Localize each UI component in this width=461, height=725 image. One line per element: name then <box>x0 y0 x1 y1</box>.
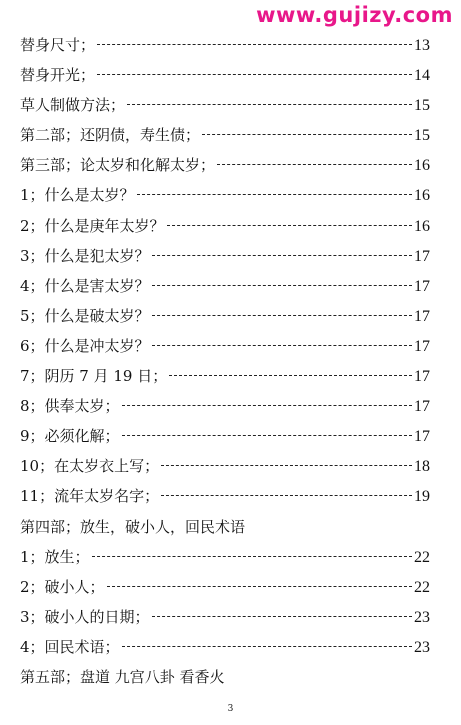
toc-entry-page: 16 <box>414 157 430 175</box>
toc-entry <box>20 120 430 150</box>
toc-entry-page: 15 <box>414 127 430 145</box>
toc-entry <box>20 542 430 572</box>
toc-entry-title: 第五部；盘道 九宫八卦 看香火 <box>20 667 225 686</box>
toc-entry-title: 1；放生； <box>20 547 90 566</box>
toc-entry-title: 草人制做方法； <box>20 96 126 115</box>
toc-entry <box>20 572 430 602</box>
table-of-contents <box>20 30 430 692</box>
toc-entry-page: 17 <box>414 307 430 325</box>
toc-entry <box>20 30 430 60</box>
toc-entry-title: 1；什么是太岁？ <box>20 186 135 205</box>
toc-entry <box>20 60 430 90</box>
site-watermark: www.gujizy.com <box>256 3 453 27</box>
toc-entry-title: 2；什么是庚年太岁？ <box>20 216 165 235</box>
toc-entry-title: 7；阴历 7 月 19 日； <box>20 367 168 386</box>
toc-entry-page: 15 <box>414 97 430 115</box>
dotted-leader <box>137 194 412 195</box>
toc-entry <box>20 662 430 692</box>
toc-entry-page: 23 <box>414 638 430 656</box>
toc-entry <box>20 180 430 210</box>
toc-entry-page: 17 <box>414 428 430 446</box>
dotted-leader <box>152 315 412 316</box>
dotted-leader <box>152 255 412 256</box>
toc-entry <box>20 271 430 301</box>
toc-entry-title: 3；破小人的日期； <box>20 607 150 626</box>
toc-entry-page: 17 <box>414 337 430 355</box>
toc-entry-page: 16 <box>414 217 430 235</box>
toc-entry-title: 3；什么是犯太岁？ <box>20 246 150 265</box>
dotted-leader <box>127 104 412 105</box>
toc-entry-page: 23 <box>414 608 430 626</box>
toc-entry <box>20 211 430 241</box>
toc-entry-title: 第四部；放生，破小人，回民术语 <box>20 517 246 536</box>
toc-entry-page: 17 <box>414 398 430 416</box>
toc-entry-title: 5；什么是破太岁？ <box>20 306 150 325</box>
toc-entry-title: 6；什么是冲太岁？ <box>20 336 150 355</box>
dotted-leader <box>161 465 412 466</box>
toc-entry-page: 14 <box>414 67 430 85</box>
dotted-leader <box>97 44 412 45</box>
dotted-leader <box>122 405 412 406</box>
dotted-leader <box>92 556 412 557</box>
toc-entry-page: 19 <box>414 488 430 506</box>
toc-entry-title: 替身开光； <box>20 66 96 85</box>
toc-entry <box>20 391 430 421</box>
toc-entry-page: 17 <box>414 368 430 386</box>
toc-entry-page: 22 <box>414 578 430 596</box>
dotted-leader <box>122 435 412 436</box>
toc-entry-title: 2；破小人； <box>20 577 105 596</box>
dotted-leader <box>167 225 412 226</box>
toc-entry <box>20 301 430 331</box>
dotted-leader <box>152 345 412 346</box>
toc-entry <box>20 451 430 481</box>
dotted-leader <box>122 646 412 647</box>
toc-entry <box>20 512 430 542</box>
dotted-leader <box>152 285 412 286</box>
toc-entry <box>20 150 430 180</box>
toc-entry-title: 11；流年太岁名字； <box>20 487 160 506</box>
toc-entry-title: 第三部；论太岁和化解太岁； <box>20 156 216 175</box>
dotted-leader <box>97 74 412 75</box>
toc-entry-page: 17 <box>414 277 430 295</box>
toc-entry-title: 8；供奉太岁； <box>20 397 120 416</box>
toc-entry-page: 13 <box>414 37 430 54</box>
toc-entry <box>20 361 430 391</box>
toc-entry-page: 22 <box>414 548 430 566</box>
toc-entry <box>20 632 430 662</box>
toc-entry-title: 4；什么是害太岁？ <box>20 276 150 295</box>
dotted-leader <box>161 495 412 496</box>
toc-entry <box>20 602 430 632</box>
dotted-leader <box>152 616 412 617</box>
toc-entry <box>20 241 430 271</box>
dotted-leader <box>202 134 412 135</box>
toc-entry-title: 第二部；还阴债，寿生债； <box>20 126 201 145</box>
page-number: 3 <box>227 704 234 714</box>
dotted-leader <box>107 586 412 587</box>
dotted-leader <box>169 375 412 376</box>
toc-entry-page: 16 <box>414 187 430 205</box>
toc-entry-page: 17 <box>414 247 430 265</box>
toc-entry-title: 4；回民术语； <box>20 637 120 656</box>
toc-entry <box>20 481 430 511</box>
toc-entry <box>20 331 430 361</box>
toc-entry <box>20 421 430 451</box>
toc-entry-title: 替身尺寸； <box>20 36 96 54</box>
toc-entry <box>20 90 430 120</box>
toc-entry-title: 9；必须化解； <box>20 427 120 446</box>
dotted-leader <box>217 164 412 165</box>
toc-entry-page: 18 <box>414 458 430 476</box>
toc-entry-title: 10；在太岁衣上写； <box>20 457 160 476</box>
